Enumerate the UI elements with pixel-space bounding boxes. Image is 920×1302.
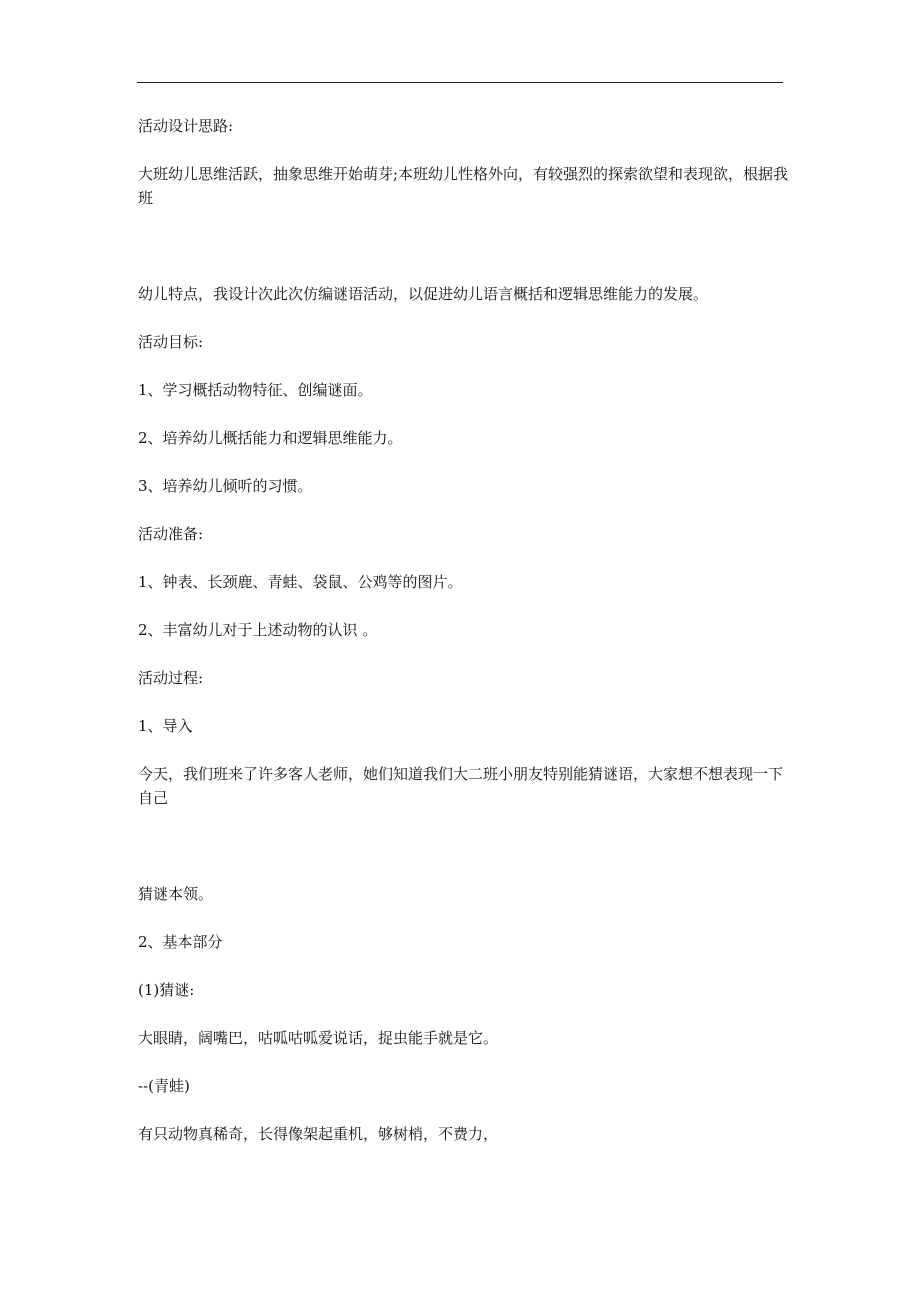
heading-design-idea: 活动设计思路:: [138, 117, 234, 135]
goal-item-1: 1、学习概括动物特征、创编谜面。: [138, 381, 373, 399]
heading-activity-prep: 活动准备:: [138, 525, 204, 543]
paragraph-intro-text: 今天，我们班来了许多客人老师，她们知道我们大二班小朋友特别能猜谜语，大家想不想表现一下自己: [138, 765, 784, 807]
prep-item-2: 2、丰富幼儿对于上述动物的认识 。: [138, 621, 378, 639]
paragraph-design-idea: 大班幼儿思维活跃，抽象思维开始萌芽;本班幼儿性格外向，有较强烈的探索欲望和表现欲，根据我班: [138, 165, 789, 207]
riddle-giraffe-text: 有只动物真稀奇，长得像架起重机，够树梢，不费力，: [138, 1125, 499, 1143]
paragraph-child-traits: 幼儿特点，我设计次此次仿编谜语活动，以促进幼儿语言概括和逻辑思维能力的发展。: [138, 285, 709, 303]
process-step-intro: 1、导入: [138, 717, 193, 735]
paragraph-intro-continued: 猜谜本领。: [138, 885, 214, 903]
goal-item-2: 2、培养幼儿概括能力和逻辑思维能力。: [138, 429, 403, 447]
prep-item-1: 1、钟表、长颈鹿、青蛙、袋鼠、公鸡等的图片。: [138, 573, 463, 591]
goal-item-3: 3、培养幼儿倾听的习惯。: [138, 477, 313, 495]
riddle-frog-text: 大眼睛，阔嘴巴，咕呱咕呱爱说话，捉虫能手就是它。: [138, 1029, 499, 1047]
heading-activity-goals: 活动目标:: [138, 333, 204, 351]
subheading-riddles: (1)猜谜:: [138, 981, 195, 999]
process-step-main: 2、基本部分: [138, 933, 223, 951]
header-rule: [137, 82, 783, 83]
heading-activity-process: 活动过程:: [138, 669, 204, 687]
riddle-frog-answer: --(青蛙): [138, 1077, 190, 1095]
